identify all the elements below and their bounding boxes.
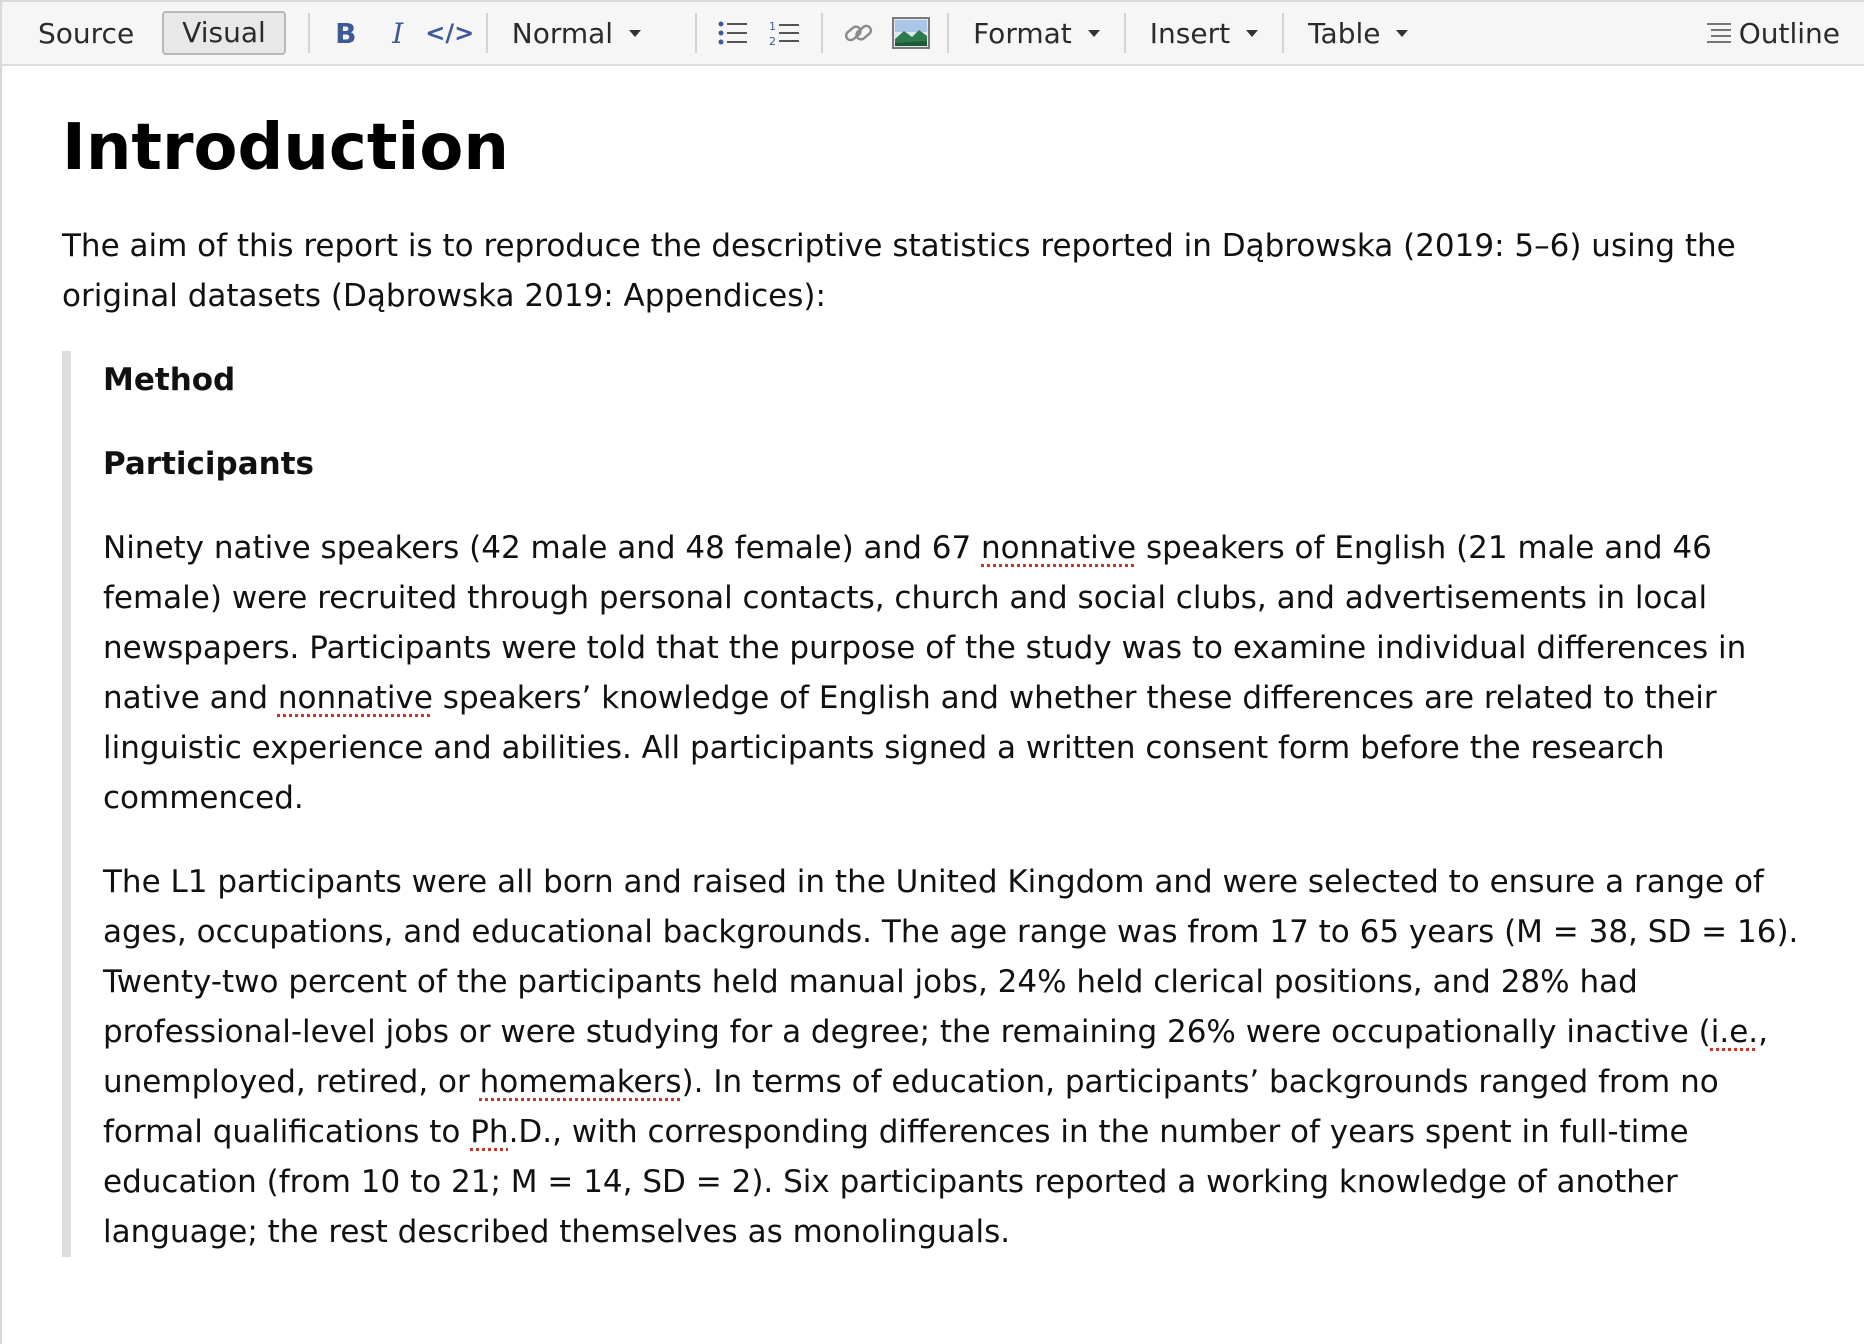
numbered-list-icon (769, 19, 801, 47)
link-button[interactable] (833, 11, 885, 55)
italic-button[interactable] (372, 11, 424, 55)
toolbar-divider (308, 13, 310, 53)
toolbar-divider (1124, 13, 1126, 53)
format-menu-label: Format (973, 16, 1072, 50)
spellcheck-word[interactable]: Ph (470, 1113, 509, 1150)
insert-menu-label: Insert (1149, 16, 1231, 50)
spellcheck-word[interactable]: i.e. (1710, 1013, 1759, 1050)
blockquote (62, 351, 1822, 1257)
intro-paragraph: The aim of this report is to reproduce the descriptive statistics reported in Dąbrowska (2019: 5–6) using the original datasets (Dąbrowska 2019: Appendices): (62, 227, 1736, 314)
spellcheck-word[interactable]: homemakers (479, 1063, 682, 1100)
bold-icon: B (335, 16, 357, 50)
chevron-down-icon (629, 30, 641, 37)
numbered-list-button[interactable] (759, 11, 811, 55)
toolbar-divider (947, 13, 949, 53)
quote-heading-method: Method (103, 361, 236, 398)
quote-paragraph (103, 857, 1822, 1257)
document-body[interactable] (62, 66, 1822, 1291)
format-menu[interactable] (959, 17, 1114, 50)
source-mode-button[interactable]: Source (38, 16, 135, 50)
chevron-down-icon (1246, 30, 1258, 37)
bold-button[interactable] (320, 11, 372, 55)
toolbar-divider (821, 13, 823, 53)
image-icon (892, 17, 930, 49)
text-run: , unemployed, retired, or (103, 1013, 1769, 1100)
document-heading: Introduction (62, 111, 509, 185)
quote-heading-participants: Participants (103, 445, 314, 482)
spellcheck-word[interactable]: nonnative (981, 529, 1137, 566)
text-run: speakers’ knowledge of English and whether these differences are related to their linguistic experience and abilities. All participants signed a written consent form before the research commenced. (103, 679, 1717, 816)
text-run: Ninety native speakers (42 male and 48 female) and 67 (103, 529, 982, 566)
text-run: speakers of English (21 male and 46 female) were recruited through personal contacts, church and social clubs, and advertisements in local newspapers. Participants were told that the purpose of the study was to examine individual differences in native and (103, 529, 1747, 716)
italic-icon: I (392, 16, 404, 50)
text-run: ). In terms of education, participants’ backgrounds ranged from no formal qualifications to (103, 1063, 1719, 1150)
svg-text:1: 1 (769, 20, 777, 33)
outline-button[interactable] (1705, 2, 1840, 64)
text-run: The L1 participants were all born and raised in the United Kingdom and were selected to ensure a range of ages, occupations, and educational backgrounds. The age range was from 17 to 65 years (M = 38, SD = 16). Twenty-two percent of the participants held manual jobs, 24% held clerical positions, and 28% had professional-level jobs or were studying for a degree; the remaining 26% were occupationally inactive ( (103, 863, 1799, 1050)
toolbar-divider (486, 13, 488, 53)
paragraph-style-dropdown[interactable] (498, 17, 655, 50)
paragraph-style-value: Normal (511, 16, 614, 50)
table-menu[interactable] (1294, 17, 1422, 50)
spellcheck-word[interactable]: nonnative (277, 679, 433, 716)
code-icon: </> (425, 19, 475, 47)
editor-toolbar (2, 2, 1864, 66)
visual-mode-button[interactable]: Visual (162, 11, 286, 55)
chevron-down-icon (1396, 30, 1408, 37)
outline-label: Outline (1738, 16, 1840, 50)
svg-text:2: 2 (769, 35, 777, 47)
toolbar-divider (1282, 13, 1284, 53)
chevron-down-icon (1088, 30, 1100, 37)
table-menu-label: Table (1308, 16, 1381, 50)
bullet-list-button[interactable] (707, 11, 759, 55)
code-button[interactable] (424, 11, 476, 55)
image-button[interactable] (885, 11, 937, 55)
bullet-list-icon (717, 19, 749, 47)
outline-icon (1705, 20, 1733, 46)
insert-menu[interactable] (1136, 17, 1272, 50)
text-run: .D., with corresponding differences in the number of years spent in full-time education (from 10 to 21; M = 14, SD = 2). Six participants reported a working knowledge of another language; the rest described themselves as monolinguals. (103, 1113, 1689, 1250)
quote-paragraph (103, 523, 1822, 823)
link-icon (842, 18, 876, 48)
toolbar-divider (695, 13, 697, 53)
